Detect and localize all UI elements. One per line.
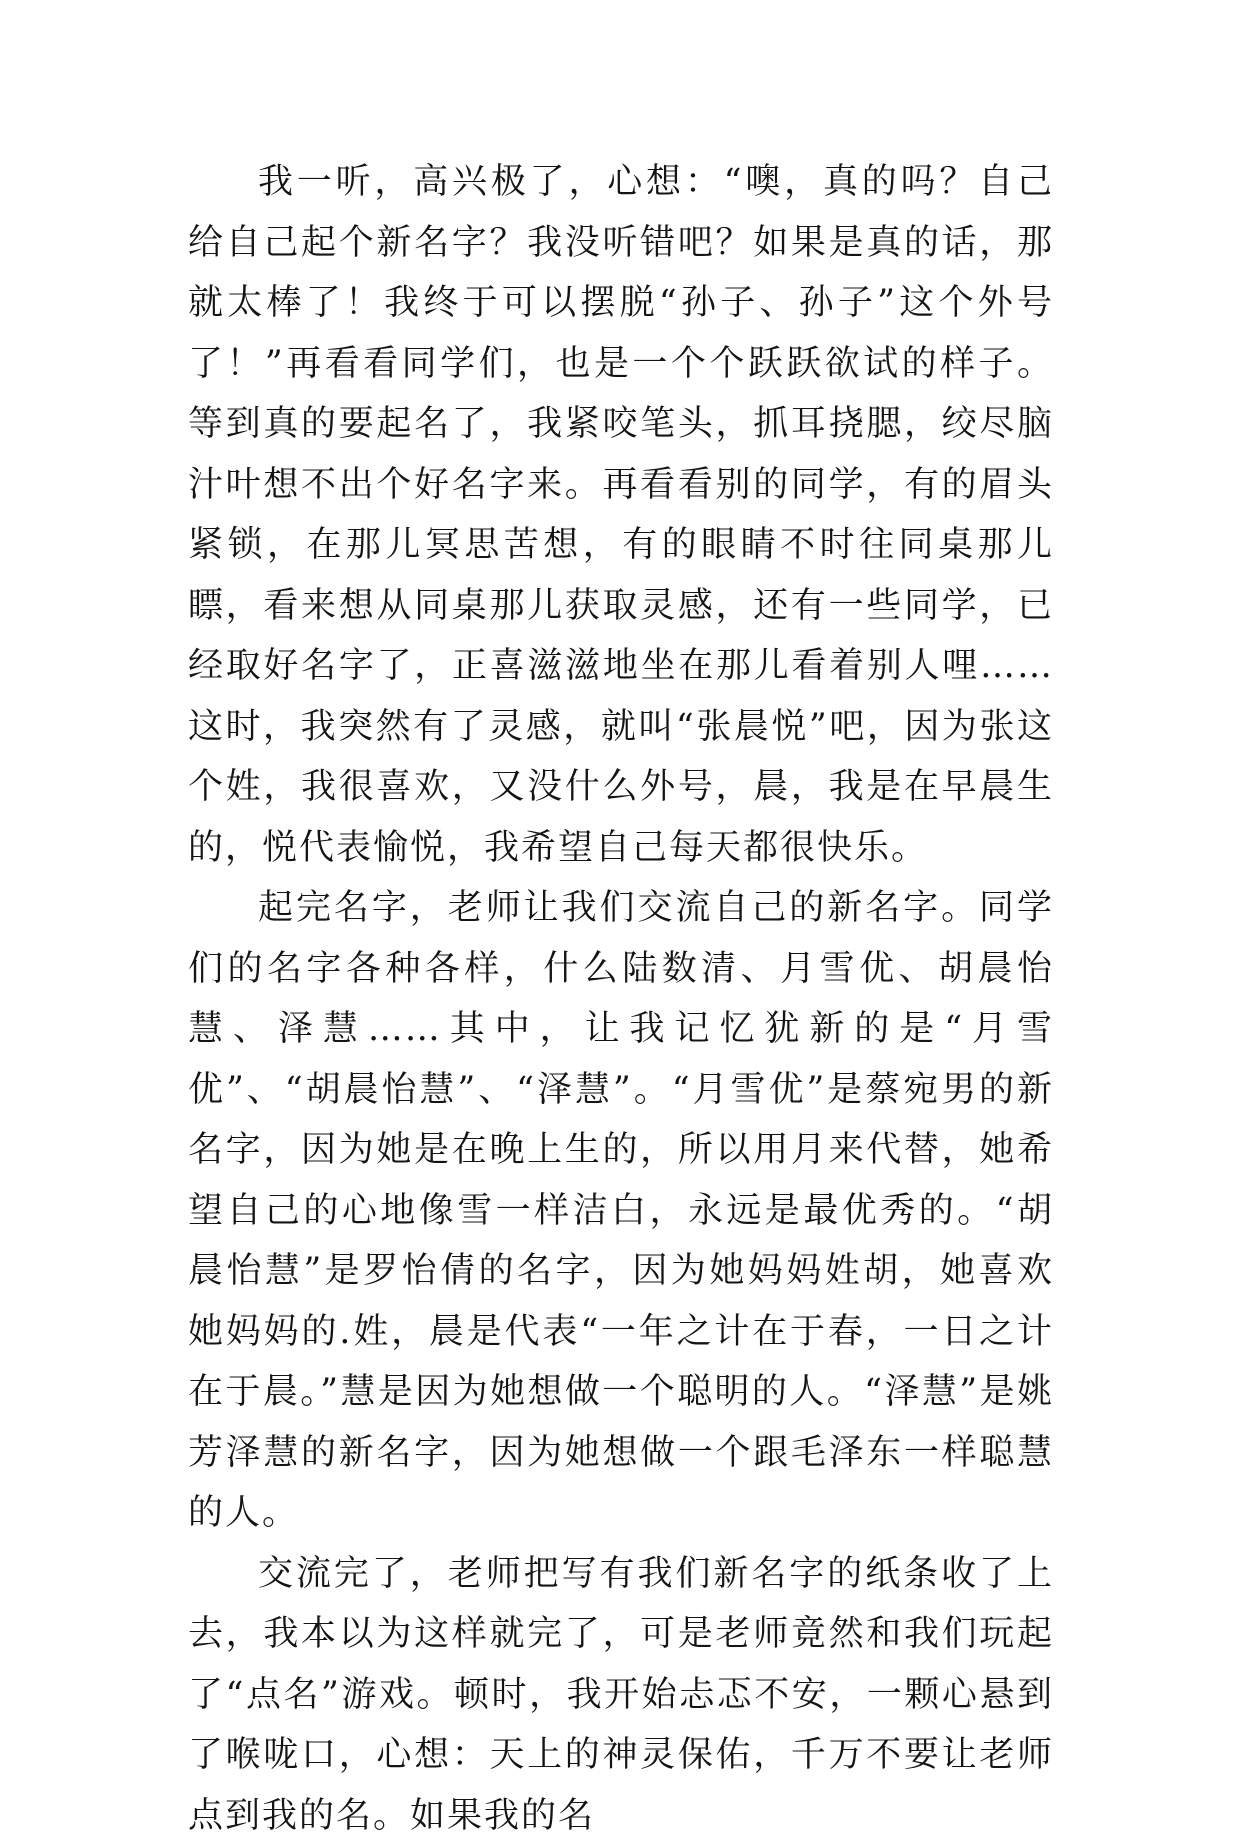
paragraph-1: 我一听，高兴极了，心想：“噢，真的吗？自己给自己起个新名字？我没听错吧？如果是真的话，那就太棒了！我终于可以摆脱“孙子、孙子”这个外号了！”再看看同学们，也是一个个跃跃欲试的样子。等到真的要起名了，我紧咬笔头，抓耳挠腮，绞尽脑汁叶想不出个好名字来。再看看别的同学，有的眉头紧锁，在那儿冥思苦想，有的眼睛不时往同桌那儿瞟，看来想从同桌那儿获取灵感，还有一些同学，已经取好名字了，正喜滋滋地坐在那儿看着别人哩……这时，我突然有了灵感，就叫“张晨悦”吧，因为张这个姓，我很喜欢，又没什么外号，晨，我是在早晨生的，悦代表愉悦，我希望自己每天都很快乐。: [188, 152, 1054, 878]
paragraph-2: 起完名字，老师让我们交流自己的新名字。同学们的名字各种各样，什么陆数清、月雪优、胡晨怡慧、泽慧……其中，让我记忆犹新的是“月雪优”、“胡晨怡慧”、“泽慧”。“月雪优”是蔡宛男的新名字，因为她是在晚上生的，所以用月来代替，她希望自己的心地像雪一样洁白，永远是最优秀的。“胡晨怡慧”是罗怡倩的名字，因为她妈妈姓胡，她喜欢她妈妈的.姓，晨是代表“一年之计在于春，一日之计在于晨。”慧是因为她想做一个聪明的人。“泽慧”是姚芳泽慧的新名字，因为她想做一个跟毛泽东一样聪慧的人。: [188, 878, 1054, 1544]
document-body: [188, 152, 1054, 1846]
paragraph-3: 交流完了，老师把写有我们新名字的纸条收了上去，我本以为这样就完了，可是老师竟然和我们玩起了“点名”游戏。顿时，我开始忐忑不安，一颗心悬到了喉咙口，心想：天上的神灵保佑，千万不要让老师点到我的名。如果我的名: [188, 1544, 1054, 1846]
